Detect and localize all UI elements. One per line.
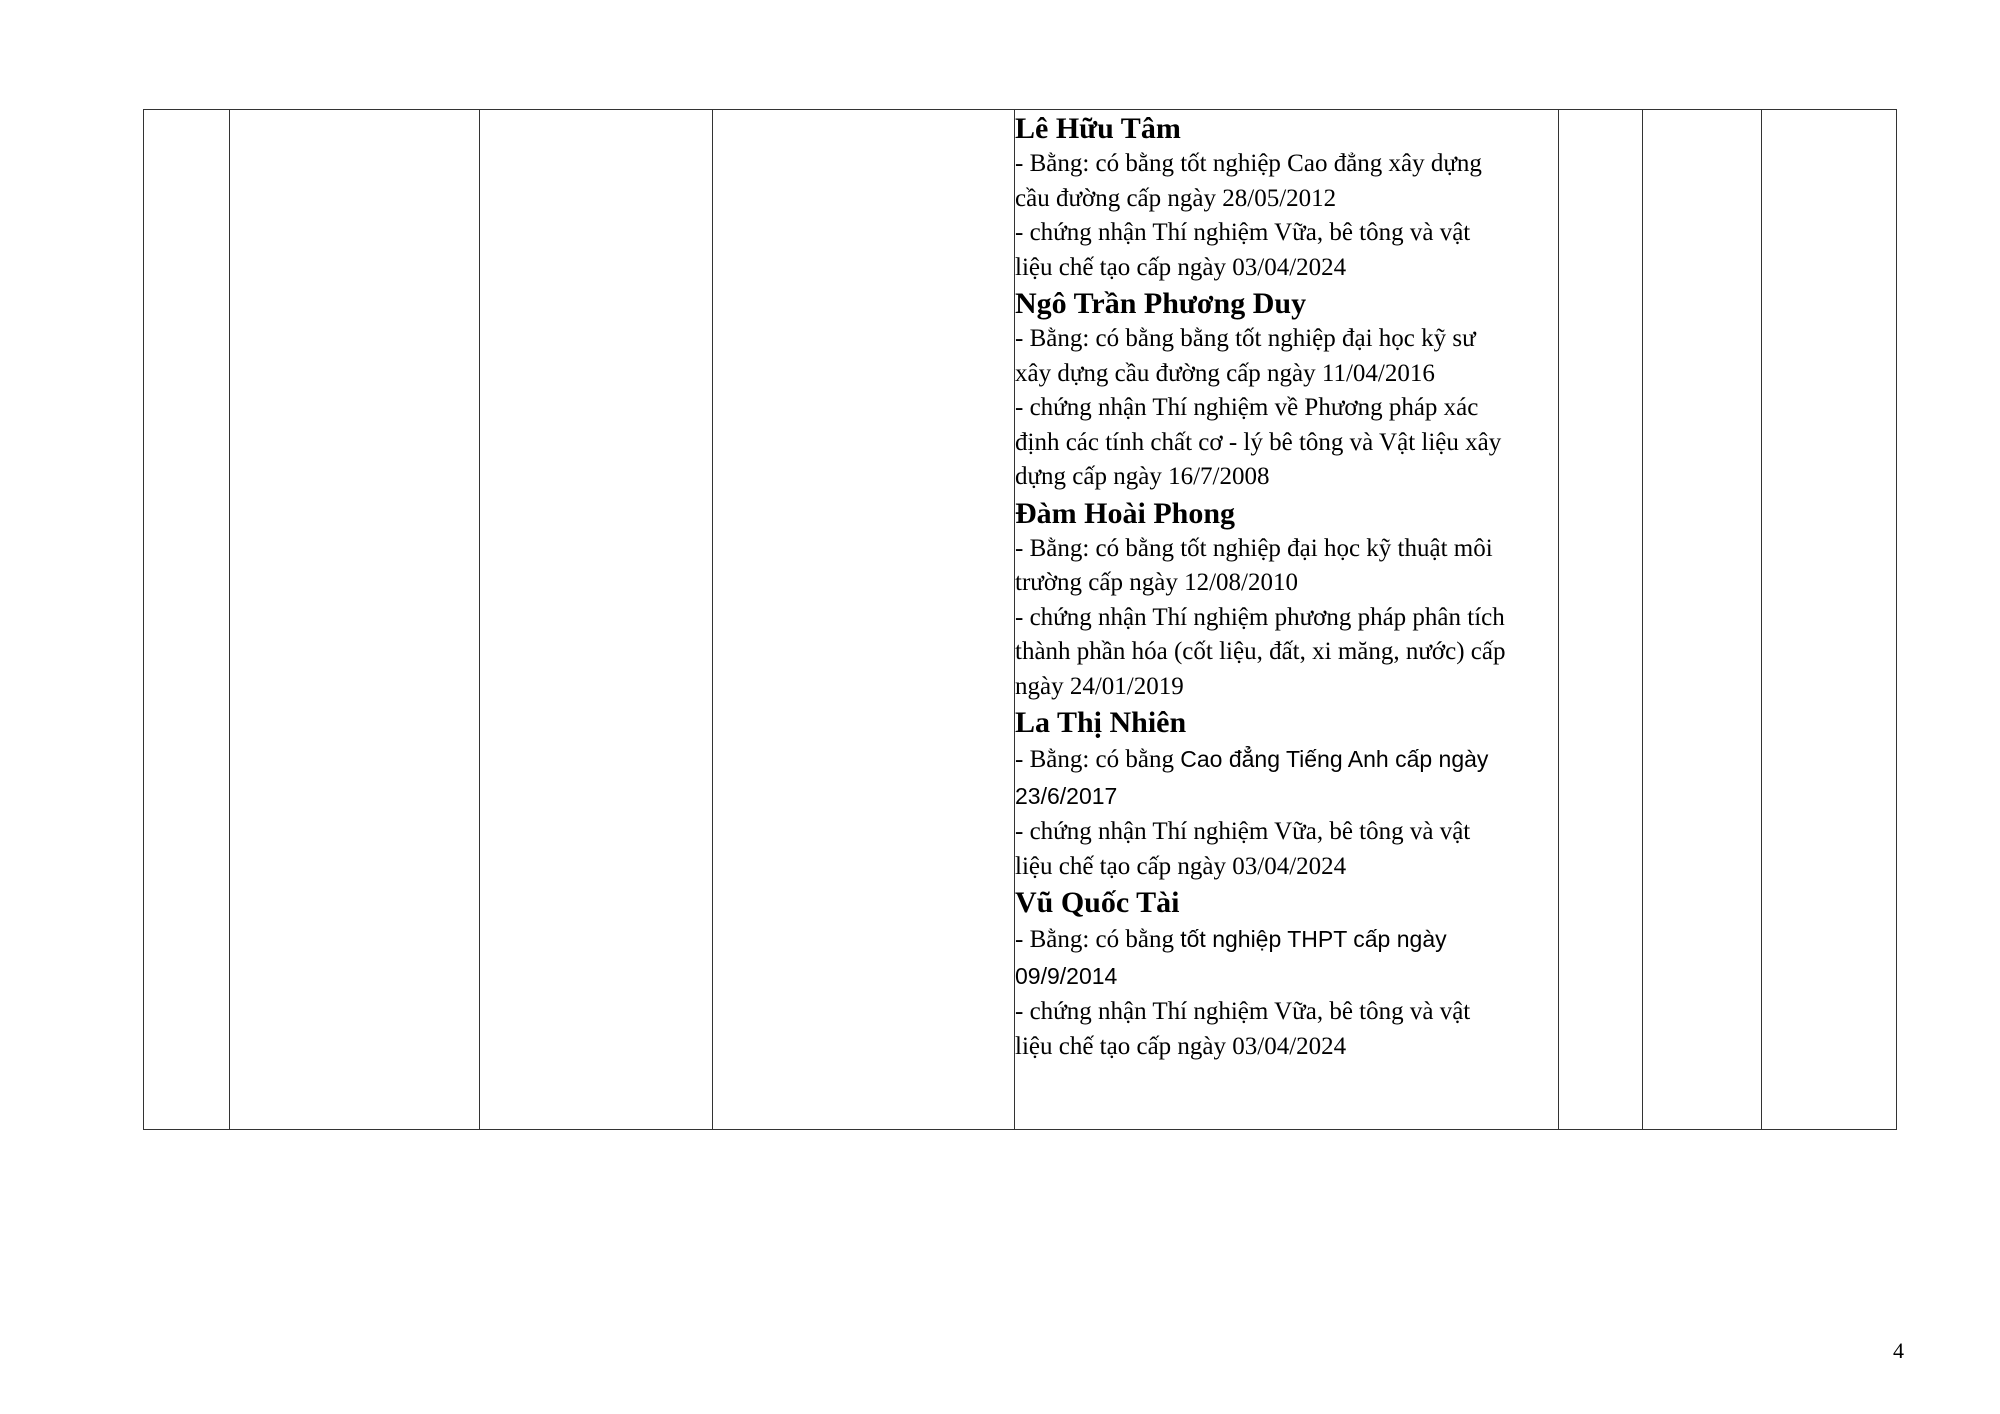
degree-prefix: - Bằng: có bằng bbox=[1015, 746, 1181, 773]
person-name: Vũ Quốc Tài bbox=[1015, 886, 1180, 919]
personnel-cell bbox=[1015, 110, 1559, 1130]
cell-col6 bbox=[1559, 110, 1643, 1130]
person-name: Lê Hữu Tâm bbox=[1015, 112, 1181, 145]
cell-col3 bbox=[480, 110, 713, 1130]
degree-line: - Bằng: có bằng bằng tốt nghiệp đại học kỹ sư bbox=[1015, 325, 1476, 352]
degree-line: trường cấp ngày 12/08/2010 bbox=[1015, 569, 1298, 596]
certificate-line: - chứng nhận Thí nghiệm Vữa, bê tông và vật bbox=[1015, 818, 1471, 845]
certificate-line: liệu chế tạo cấp ngày 03/04/2024 bbox=[1015, 852, 1347, 880]
degree-detail: tốt nghiệp THPT cấp ngày bbox=[1180, 926, 1447, 952]
person-name: La Thị Nhiên bbox=[1015, 706, 1187, 739]
degree-line: - Bằng: có bằng tốt nghiệp Cao đẳng xây dựng bbox=[1015, 150, 1482, 177]
person-block bbox=[1015, 495, 1558, 705]
degree-prefix: - Bằng: có bằng bbox=[1015, 926, 1181, 953]
degree-line bbox=[1015, 958, 1558, 995]
degree-line: cầu đường cấp ngày 28/05/2012 bbox=[1015, 184, 1337, 212]
degree-date: 23/6/2017 bbox=[1015, 783, 1118, 809]
person-block bbox=[1015, 285, 1558, 495]
degree-date: 09/9/2014 bbox=[1015, 963, 1118, 989]
cell-col7 bbox=[1643, 110, 1762, 1130]
degree-line bbox=[1015, 778, 1558, 815]
cell-col2 bbox=[230, 110, 480, 1130]
table-row bbox=[144, 110, 1897, 1130]
staff-table bbox=[143, 109, 1897, 1130]
degree-detail: Cao đẳng Tiếng Anh cấp ngày bbox=[1180, 746, 1489, 772]
certificate-line: liệu chế tạo cấp ngày 03/04/2024 bbox=[1015, 1032, 1347, 1060]
degree-line: xây dựng cầu đường cấp ngày 11/04/2016 bbox=[1015, 359, 1435, 387]
certificate-line: - chứng nhận Thí nghiệm phương pháp phân tích bbox=[1015, 603, 1505, 631]
person-name: Ngô Trần Phương Duy bbox=[1015, 287, 1307, 320]
certificate-line: - chứng nhận Thí nghiệm Vữa, bê tông và vật bbox=[1015, 998, 1471, 1025]
degree-line: - Bằng: có bằng tốt nghiệp đại học kỹ thuật môi bbox=[1015, 534, 1493, 562]
certificate-line: - chứng nhận Thí nghiệm về Phương pháp xác bbox=[1015, 394, 1479, 421]
certificate-line: ngày 24/01/2019 bbox=[1015, 672, 1184, 700]
certificate-line: thành phần hóa (cốt liệu, đất, xi măng, nước) cấp bbox=[1015, 638, 1506, 665]
person-block bbox=[1015, 110, 1558, 285]
degree-line bbox=[1015, 921, 1558, 958]
person-block bbox=[1015, 704, 1558, 884]
degree-line bbox=[1015, 741, 1558, 778]
cell-col8 bbox=[1762, 110, 1897, 1130]
cell-col1 bbox=[144, 110, 230, 1130]
certificate-line: - chứng nhận Thí nghiệm Vữa, bê tông và vật bbox=[1015, 219, 1471, 246]
certificate-line: dựng cấp ngày 16/7/2008 bbox=[1015, 463, 1270, 490]
page-number: 4 bbox=[1893, 1338, 1904, 1363]
cell-col4 bbox=[713, 110, 1015, 1130]
certificate-line: liệu chế tạo cấp ngày 03/04/2024 bbox=[1015, 253, 1347, 281]
certificate-line: định các tính chất cơ - lý bê tông và Vật liệu xây bbox=[1015, 428, 1502, 456]
person-name: Đàm Hoài Phong bbox=[1015, 496, 1236, 530]
person-block bbox=[1015, 884, 1558, 1064]
